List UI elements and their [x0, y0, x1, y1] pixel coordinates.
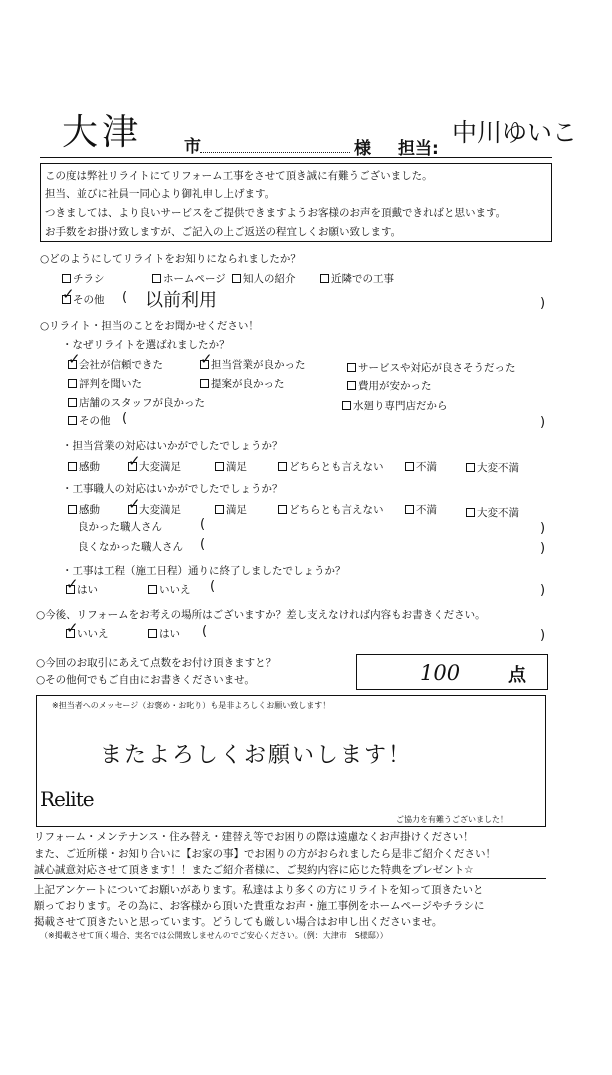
schedule-option-yes[interactable]	[66, 582, 98, 597]
checkbox[interactable]	[68, 505, 77, 514]
checkbox-checked[interactable]	[66, 585, 75, 594]
craft-rating-option[interactable]	[68, 502, 100, 517]
q2-sales-title: ・担当営業の対応はいかがでしたでしょうか？	[62, 440, 283, 452]
sales-rating-option[interactable]	[128, 459, 181, 474]
option-label: 評判を聞いた	[79, 378, 142, 390]
option-label: 感動	[79, 461, 100, 473]
checkbox-checked[interactable]	[128, 462, 137, 471]
score-question: ○今回のお取引にあえて点数をお付け頂きますと？	[36, 657, 277, 669]
checkbox[interactable]	[215, 505, 224, 514]
option-label: どちらとも言えない	[289, 504, 384, 516]
relite-logo: Relite	[40, 787, 94, 811]
q2-why-title: ・なぜリライトを選ばれましたか？	[62, 339, 230, 351]
checkbox[interactable]	[152, 274, 161, 283]
option-label: 大変満足	[139, 461, 181, 473]
checkbox[interactable]	[68, 398, 77, 407]
footer-line: 誠心誠意対応させて頂きます！！またご紹介者様に、ご契約内容に応じた特典をプレゼント☆	[34, 864, 474, 876]
footer-line: また、ご近所様・お知り合いに【お家の事】でお困りの方がおられましたら是非ご紹介ください！	[34, 848, 496, 860]
paren-close: )	[540, 628, 546, 643]
sales-rating-option[interactable]	[278, 459, 384, 474]
q3-option-no[interactable]	[66, 626, 109, 641]
checkbox[interactable]	[68, 416, 77, 425]
q1-option-referral[interactable]	[232, 271, 296, 286]
option-label: 会社が信頼できた	[79, 359, 163, 371]
paren-open: (	[202, 624, 208, 639]
option-label: 近隣での工事	[331, 273, 394, 285]
score-unit: 点	[508, 665, 526, 686]
checkbox[interactable]	[62, 274, 71, 283]
footer-note-line: 掲載させて頂きたいと思っています。どうしても厳しい場合はお申し出くださいませ。	[34, 916, 443, 928]
checkbox-checked[interactable]	[62, 295, 71, 304]
q1-option-homepage[interactable]	[152, 271, 226, 286]
paren-close: )	[540, 521, 546, 536]
paren-open: (	[122, 290, 128, 305]
paren-close: )	[540, 583, 546, 598]
option-label: 大変不満	[477, 507, 519, 519]
checkbox-checked[interactable]	[66, 629, 75, 638]
checkbox-checked[interactable]	[128, 505, 137, 514]
paren-close: )	[540, 415, 546, 430]
sales-rating-option[interactable]	[68, 459, 100, 474]
good-craftsman-label: 良かった職人さん	[78, 521, 162, 533]
q1-other-handwritten: 以前利用	[145, 290, 217, 311]
tantou-name-handwritten: 中川ゆいこ	[452, 118, 578, 147]
footer-note-line: 願っております。その為に、お客様から頂いた貴重なお声・施工事例をホームページやチラシに	[34, 900, 485, 912]
option-label: その他	[73, 294, 105, 306]
checkbox[interactable]	[215, 462, 224, 471]
option-label: その他	[79, 415, 111, 427]
craft-rating-option[interactable]	[466, 505, 519, 520]
option-label: いいえ	[77, 628, 109, 640]
q1-option-other[interactable]	[62, 292, 105, 307]
footer-note-line: 上記アンケートについてお願いがあります。私達はより多くの方にリライトを知って頂きたいと	[34, 884, 484, 896]
checkbox-checked[interactable]	[200, 360, 209, 369]
checkbox[interactable]	[278, 462, 287, 471]
why-option[interactable]	[200, 357, 306, 372]
why-option[interactable]	[68, 413, 111, 428]
checkbox-checked[interactable]	[68, 360, 77, 369]
paren-close: )	[540, 296, 546, 311]
q3-option-yes[interactable]	[148, 626, 180, 641]
checkbox[interactable]	[466, 508, 475, 517]
schedule-option-no[interactable]	[148, 582, 191, 597]
q2-schedule-title: ・工事は工程（施工日程）通りに終了しましたでしょうか？	[62, 565, 346, 577]
checkbox[interactable]	[320, 274, 329, 283]
paren-open: (	[200, 537, 206, 552]
thanks-text: ご協力を有難うございました！	[396, 815, 508, 824]
score-value-handwritten: 100	[420, 661, 461, 685]
checkbox[interactable]	[200, 379, 209, 388]
option-label: はい	[159, 628, 180, 640]
paren-open: (	[122, 411, 128, 426]
checkbox[interactable]	[148, 585, 157, 594]
craft-rating-option[interactable]	[215, 502, 247, 517]
why-option[interactable]	[342, 398, 448, 413]
city-suffix: 市	[184, 137, 201, 157]
checkbox[interactable]	[405, 462, 414, 471]
why-option[interactable]	[347, 378, 432, 393]
option-label: 不満	[416, 461, 437, 473]
intro-line: この度は弊社リライトにてリフォーム工事をさせて頂き誠に有難うございました。	[45, 170, 433, 182]
footer-note-line: （※掲載させて頂く場合、実名では公開致しませんのでご安心ください。（例：大津市 S様邸））	[40, 931, 388, 940]
paren-close: )	[540, 541, 546, 556]
sales-rating-option[interactable]	[215, 459, 247, 474]
tantou-label: 担当:	[398, 139, 439, 159]
option-label: 大変満足	[139, 504, 181, 516]
option-label: 大変不満	[477, 462, 519, 474]
option-label: 知人の紹介	[243, 273, 296, 285]
craft-rating-option[interactable]	[128, 502, 181, 517]
paren-open: (	[210, 579, 216, 594]
option-label: ホームページ	[163, 273, 226, 285]
intro-line: 担当、並びに社員一同心より御礼申し上げます。	[45, 188, 276, 200]
q3-title: ○今後、リフォームをお考えの場所はございますか？差し支えなければ内容もお書きください。	[36, 609, 486, 621]
q2-craft-title: ・工事職人の対応はいかがでしたでしょうか？	[62, 483, 283, 495]
checkbox[interactable]	[148, 629, 157, 638]
option-label: 水廻り専門店だから	[353, 400, 448, 412]
sama-label: 様	[354, 139, 371, 159]
q1-title: ○どのようにしてリライトをお知りになられましたか？	[40, 253, 301, 265]
why-option[interactable]	[68, 376, 142, 391]
checkbox[interactable]	[232, 274, 241, 283]
why-option[interactable]	[68, 395, 205, 410]
option-label: 費用が安かった	[358, 380, 432, 392]
intro-line: つきましては、より良いサービスをご提供できますようお客様のお声を頂戴できればと思います。	[45, 207, 507, 219]
q1-option-nearby[interactable]	[320, 271, 394, 286]
checkbox[interactable]	[68, 462, 77, 471]
message-handwritten: またよろしくお願いします！	[100, 743, 413, 768]
checkbox[interactable]	[342, 401, 351, 410]
craft-rating-option[interactable]	[278, 502, 384, 517]
option-label: 提案が良かった	[211, 378, 285, 390]
option-label: 満足	[226, 504, 247, 516]
option-label: 店舗のスタッフが良かった	[79, 397, 205, 409]
paren-open: (	[200, 517, 206, 532]
option-label: 満足	[226, 461, 247, 473]
why-option[interactable]	[200, 376, 285, 391]
sales-rating-option[interactable]	[466, 460, 519, 475]
checkbox[interactable]	[347, 363, 356, 372]
option-label: 担当営業が良かった	[211, 359, 306, 371]
why-option[interactable]	[68, 357, 163, 372]
checkbox[interactable]	[466, 463, 475, 472]
checkbox[interactable]	[405, 505, 414, 514]
message-header: ※担当者へのメッセージ（お褒め・お叱り）も是非よろしくお願い致します！	[52, 701, 331, 710]
footer-line: リフォーム・メンテナンス・住み替え・建替え等でお困りの際は遠慮なくお声掛けください！	[34, 831, 474, 843]
intro-line: お手数をお掛け致しますが、ご記入の上ご返送の程宜しくお願い致します。	[45, 226, 402, 238]
craft-rating-option[interactable]	[405, 502, 437, 517]
option-label: 感動	[79, 504, 100, 516]
free-comment-question: ○その他何でもご自由にお書きくださいませ。	[36, 674, 255, 686]
customer-city-handwritten: 大津	[62, 112, 143, 153]
q1-option-flyer[interactable]	[62, 271, 105, 286]
option-label: はい	[77, 584, 98, 596]
option-label: チラシ	[73, 273, 105, 285]
option-label: サービスや対応が良さそうだった	[358, 362, 516, 374]
checkbox[interactable]	[68, 379, 77, 388]
bad-craftsman-label: 良くなかった職人さん	[78, 541, 183, 553]
option-label: どちらとも言えない	[289, 461, 384, 473]
option-label: 不満	[416, 504, 437, 516]
sales-rating-option[interactable]	[405, 459, 437, 474]
option-label: いいえ	[159, 584, 191, 596]
why-option[interactable]	[347, 360, 516, 375]
footer-divider	[34, 878, 546, 879]
q2-title: ○リライト・担当のことをお聞かせください！	[40, 320, 259, 332]
checkbox[interactable]	[347, 381, 356, 390]
checkbox[interactable]	[278, 505, 287, 514]
